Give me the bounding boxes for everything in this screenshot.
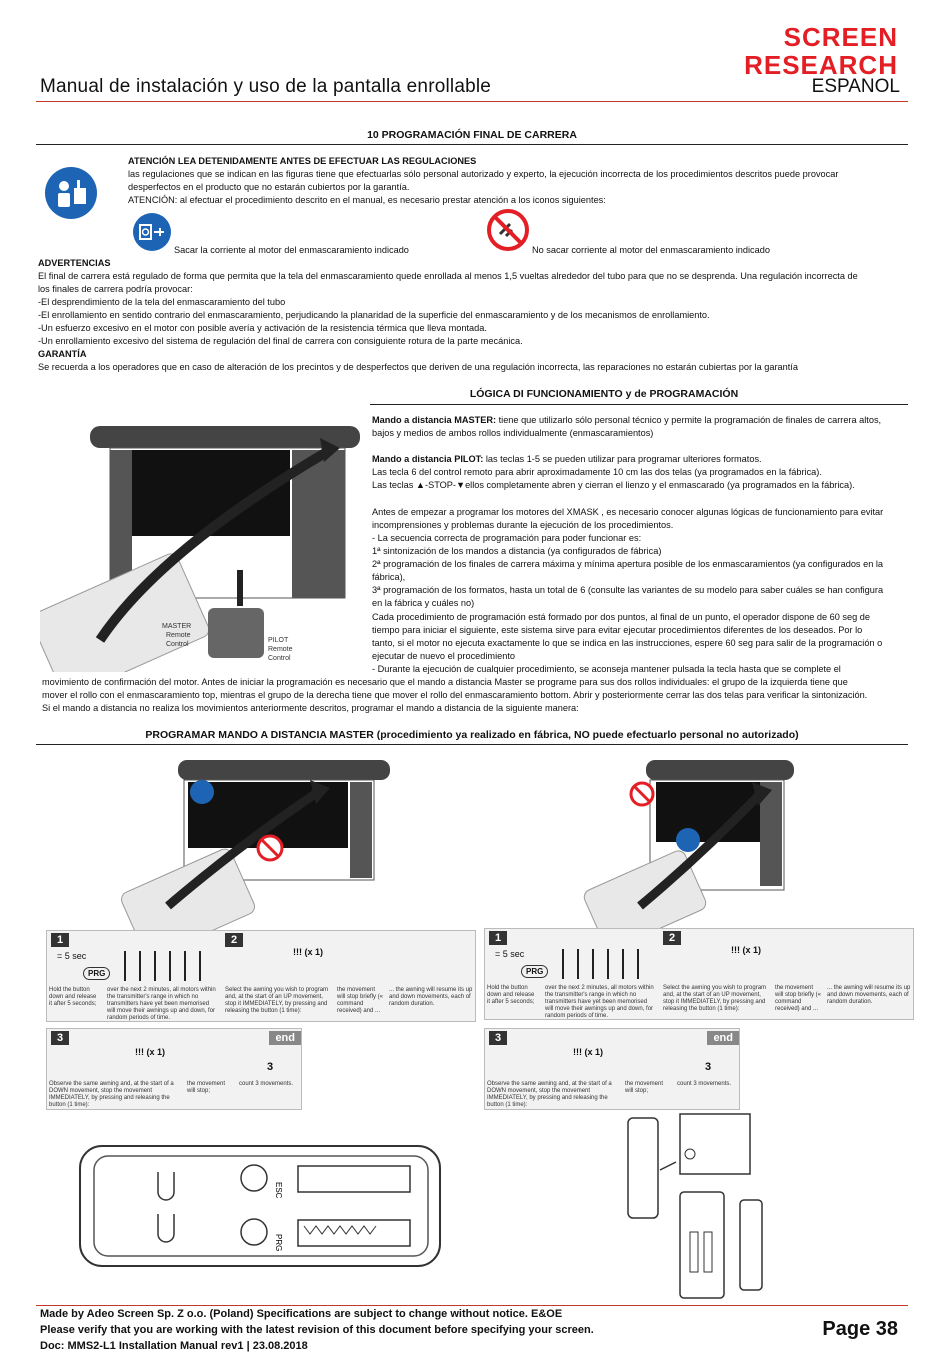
svg-text:Control: Control (166, 641, 189, 648)
logic-line-5: 2ª programación de los finales de carrera máxima y mínima apertura posible de los enmascaramientos (ya configurados en la (372, 559, 884, 569)
step3-text-c: count 3 movements. (239, 1081, 294, 1087)
step2-text-c: ... the awning will resume its up and down movements, each of random duration. (389, 987, 473, 1007)
logo-line1: SCREEN (783, 24, 898, 52)
prg-vertical-label: PRG (274, 1234, 283, 1252)
logic-line-8: en la fábrica y cuáles no) (372, 598, 475, 608)
master-text: tiene que utilizarlo sólo personal técnico y permite la programación de finales de carrera altos, (496, 415, 882, 425)
updown-arrows-graphic (553, 945, 657, 985)
step1-text-b: over the next 2 minutes, all motors within the transmitter's range in which no transmitters have yet been memorised will move their awnings up and down, for random periods of time. (545, 985, 654, 1019)
warning-line-1: El final de carrera está regulado de forma que permita que la tela del enmascaramiento quede enrollada al menos 1,5 vueltas alrededor del tubo para que no se desprenda. Una regulación incorrecta de (38, 271, 858, 281)
footer-divider (36, 1305, 908, 1306)
attention-line-1: las regulaciones que se indican en las figuras tiene que efectuarlas sólo personal autorizado y experto, la ejecución incorrecta de los procedimientos descritos puede provocar (128, 169, 839, 179)
pilot-line-3: Las teclas ▲-STOP-▼ellos completamente abren y cierran el lienzo y el enmascarado (ya programados en la fábrica). (372, 480, 855, 490)
press-once-label: !!! (x 1) (135, 1047, 165, 1057)
unplug-icon-label: Sacar la corriente al motor del enmascaramiento indicado (174, 245, 409, 255)
step-number: 2 (663, 931, 681, 945)
svg-text:MASTER: MASTER (162, 623, 192, 630)
warning-line-3: -El desprendimiento de la tela del enmascaramiento del tubo (38, 297, 286, 307)
attention-title: ATENCIÓN LEA DETENIDAMENTE ANTES DE EFECTUAR LAS REGULACIONES (128, 156, 477, 166)
footer-line-3: Doc: MMS2-L1 Installation Manual rev1 | 23.08.2018 (40, 1340, 308, 1352)
step3-text-c: count 3 movements. (677, 1081, 732, 1087)
step1-text-b: over the next 2 minutes, all motors within the transmitter's range in which no transmitters have yet been memorised will move their awnings up and down, for random periods of time. (107, 987, 216, 1021)
esc-label: ESC (274, 1182, 283, 1199)
master-label: Mando a distancia MASTER: (372, 415, 497, 425)
logic-line-14: movimiento de confirmación del motor. Antes de iniciar la programación es necesario que el mando a distancia Master se programe para sus dos rollos individuales: el grupo de la izquierda tiene que (42, 677, 848, 687)
page-number: Page 38 (822, 1318, 898, 1340)
master-line-1 (372, 414, 881, 427)
step3-text-a: Observe the same awning and, at the start of a DOWN movement, stop the movement IMMEDIATELY, by pressing and releasing the button (1 time): (49, 1081, 174, 1108)
logic-line-12: ejecutar de nuevo el procedimiento (372, 651, 516, 661)
attention-line-3: ATENCIÓN: al efectuar el procedimiento descrito en el manual, es necesario prestar atención a los iconos siguientes: (128, 195, 606, 205)
logic-line-7: 3ª programación de los formatos, hasta un total de 6 (consulte las variantes de su modelo para saber cuáles se han configura (372, 585, 884, 595)
warning-line-2: los finales de carrera podría provocar: (38, 284, 193, 294)
warranty-text: Se recuerda a los operadores que en caso de alteración de los precintos y de desperfectos que deriven de una regulación incorrecta, las reparaciones no estarán cubiertas por la garantía (38, 362, 798, 372)
step-number: 3 (489, 1031, 507, 1045)
section-heading-logic: LÓGICA DI FUNCIONAMIENTO y de PROGRAMACIÓN (469, 388, 739, 400)
section-rule (36, 744, 908, 745)
logic-line-10: tiempo para iniciar el siguiente, este sistema sirve para evitar ejecutar procedimientos diferentes de los deseados. Por lo (372, 625, 863, 635)
screen-research-logo (678, 24, 900, 76)
svg-text:PILOT: PILOT (268, 637, 289, 644)
footer-line-1: Made by Adeo Screen Sp. Z o.o. (Poland) Specifications are subject to change without notice. E&OE (40, 1308, 563, 1320)
end-label: end (269, 1031, 301, 1045)
press-once-label: !!! (x 1) (731, 945, 761, 955)
step2-text-b: the movement will stop briefly (« command received) and ... (337, 987, 384, 1014)
remote-opening-drawing (620, 1110, 780, 1302)
step-number: 1 (489, 931, 507, 945)
count-three-label: 3 (267, 1061, 274, 1073)
warning-line-4: -El enrollamiento en sentido contrario del enmascaramiento, perjudicando la planaridad de la superficie del enmascaramiento y de los mecanismos de enrollamiento. (38, 310, 710, 320)
svg-text:Remote: Remote (268, 646, 293, 653)
step3-text-a: Observe the same awning and, at the start of a DOWN movement, stop the movement IMMEDIATELY, by pressing and releasing the button (1 time): (487, 1081, 612, 1108)
unplug-motor-icon (130, 212, 174, 252)
logic-line-16: Si el mando a distancia no realiza los movimientos anteriormente descritos, programar el mando a distancia de la siguiente manera: (42, 703, 579, 713)
language-label: ESPANOL (811, 76, 900, 97)
timer-label: = 5 sec (495, 949, 525, 959)
warning-line-6: -Un enrollamiento excesivo del sistema de regulación del final de carrera con consiguiente rotura de la parte mecánica. (38, 336, 523, 346)
press-once-label: !!! (x 1) (573, 1047, 603, 1057)
pilot-label: Mando a distancia PILOT: (372, 454, 484, 464)
warning-line-5: -Un esfuerzo excesivo en el motor con posible avería y activación de la resistencia térmica que lleva montada. (38, 323, 487, 333)
warranty-title: GARANTÍA (38, 349, 87, 359)
logo-line2: RESEARCH (744, 50, 898, 76)
step3-text-b: the movement will stop; (187, 1081, 226, 1094)
step-number: 2 (225, 933, 243, 947)
attention-line-2: desperfectos en el producto que no estarán cubiertos por la garantía. (128, 182, 410, 192)
header-divider (36, 101, 908, 102)
logic-line-1: Antes de empezar a programar los motores del XMASK , es necesario conocer algunas lógicas de funcionamiento para evitar (372, 507, 884, 517)
svg-text:Control: Control (268, 655, 291, 662)
step-panel-3-left (46, 1028, 302, 1110)
pilot-line-2: Las tecla 6 del control remoto para abrir aproximadamente 10 cm las dos telas (ya programados en la fábrica). (372, 467, 822, 477)
logic-line-6: fábrica), (372, 572, 406, 582)
logic-line-15: mover el rollo con el enmascaramiento top, mientras el grupo de la derecha tiene que mover el rollo del enmascaramiento bottom. Abrir y posteriormente cerrar las dos telas para verificar la sintonización. (42, 690, 868, 700)
timer-label: = 5 sec (57, 951, 87, 961)
warnings-title: ADVERTENCIAS (38, 258, 111, 268)
do-not-unplug-icon-label: No sacar corriente al motor del enmascaramiento indicado (532, 245, 770, 255)
prg-button-graphic: PRG (83, 967, 110, 980)
step-panel-3-right (484, 1028, 740, 1110)
section-rule (370, 404, 908, 405)
screen-remotes-illustration (40, 410, 365, 672)
logic-line-2: incomprensiones y problemas durante la ejecución de los procedimientos. (372, 520, 674, 530)
updown-arrows-graphic (115, 947, 219, 987)
logic-line-11: tanto, si el motor no ejecuta exactamente lo que se indica en las instrucciones, espere 60 seg para salir de la programación o (372, 638, 883, 648)
section-heading-master-programming: PROGRAMAR MANDO A DISTANCIA MASTER (procedimiento ya realizado en fábrica, NO puede efectuarlo personal no autorizado) (145, 729, 799, 741)
step2-text-b: the movement will stop briefly (« command received) and ... (775, 985, 822, 1012)
step1-text-a: Hold the button down and release it after 5 seconds; (487, 985, 535, 1005)
pilot-text: las teclas 1-5 se pueden utilizar para programar ulteriores formatos. (483, 454, 762, 464)
screen-illustration-right (560, 756, 800, 934)
document-title: Manual de instalación y uso de la pantalla enrollable (40, 76, 492, 97)
section-rule (36, 144, 908, 145)
end-label: end (707, 1031, 739, 1045)
pilot-line-1 (372, 453, 762, 466)
do-not-unplug-icon (486, 208, 530, 252)
step2-text-c: ... the awning will resume its up and down movements, each of random duration. (827, 985, 911, 1005)
technician-mandatory-icon (44, 166, 98, 220)
master-line-2: bajos y medios de ambos rollos individualmente (enmascaramientos) (372, 428, 654, 438)
step3-text-b: the movement will stop; (625, 1081, 664, 1094)
step-number: 1 (51, 933, 69, 947)
press-once-label: !!! (x 1) (293, 947, 323, 957)
step-panel-1-2-right (484, 928, 914, 1020)
section-heading-10: 10 PROGRAMACIÓN FINAL DE CARRERA (367, 129, 577, 141)
logic-line-9: Cada procedimiento de programación está formado por dos puntos, al final de un punto, el operador dispone de 60 seg de (372, 612, 870, 622)
svg-text:Remote: Remote (166, 632, 191, 639)
footer-line-2: Please verify that you are working with the latest revision of this document before specifying your screen. (40, 1324, 594, 1336)
logic-line-4: 1ª sintonización de los mandos a distancia (ya configurados de fábrica) (372, 546, 662, 556)
logic-line-13: - Durante la ejecución de cualquier procedimiento, se aconseja mantener pulsada la tecla hasta que se complete el (372, 664, 841, 674)
step2-text-a: Select the awning you wish to program and, at the start of an UP movement, stop it IMMEDIATELY, by pressing and releasing the button (1 time): (663, 985, 767, 1012)
step1-text-a: Hold the button down and release it after 5 seconds; (49, 987, 97, 1007)
remote-battery-compartment-drawing (78, 1142, 444, 1270)
step-number: 3 (51, 1031, 69, 1045)
screen-illustration-left (118, 756, 398, 934)
step-panel-1-2-left (46, 930, 476, 1022)
step2-text-a: Select the awning you wish to program and, at the start of an UP movement, stop it IMMEDIATELY, by pressing and releasing the button (1 time): (225, 987, 329, 1014)
logic-line-3: - La secuencia correcta de programación para poder funcionar es: (372, 533, 642, 543)
prg-button-graphic: PRG (521, 965, 548, 978)
count-three-label: 3 (705, 1061, 712, 1073)
